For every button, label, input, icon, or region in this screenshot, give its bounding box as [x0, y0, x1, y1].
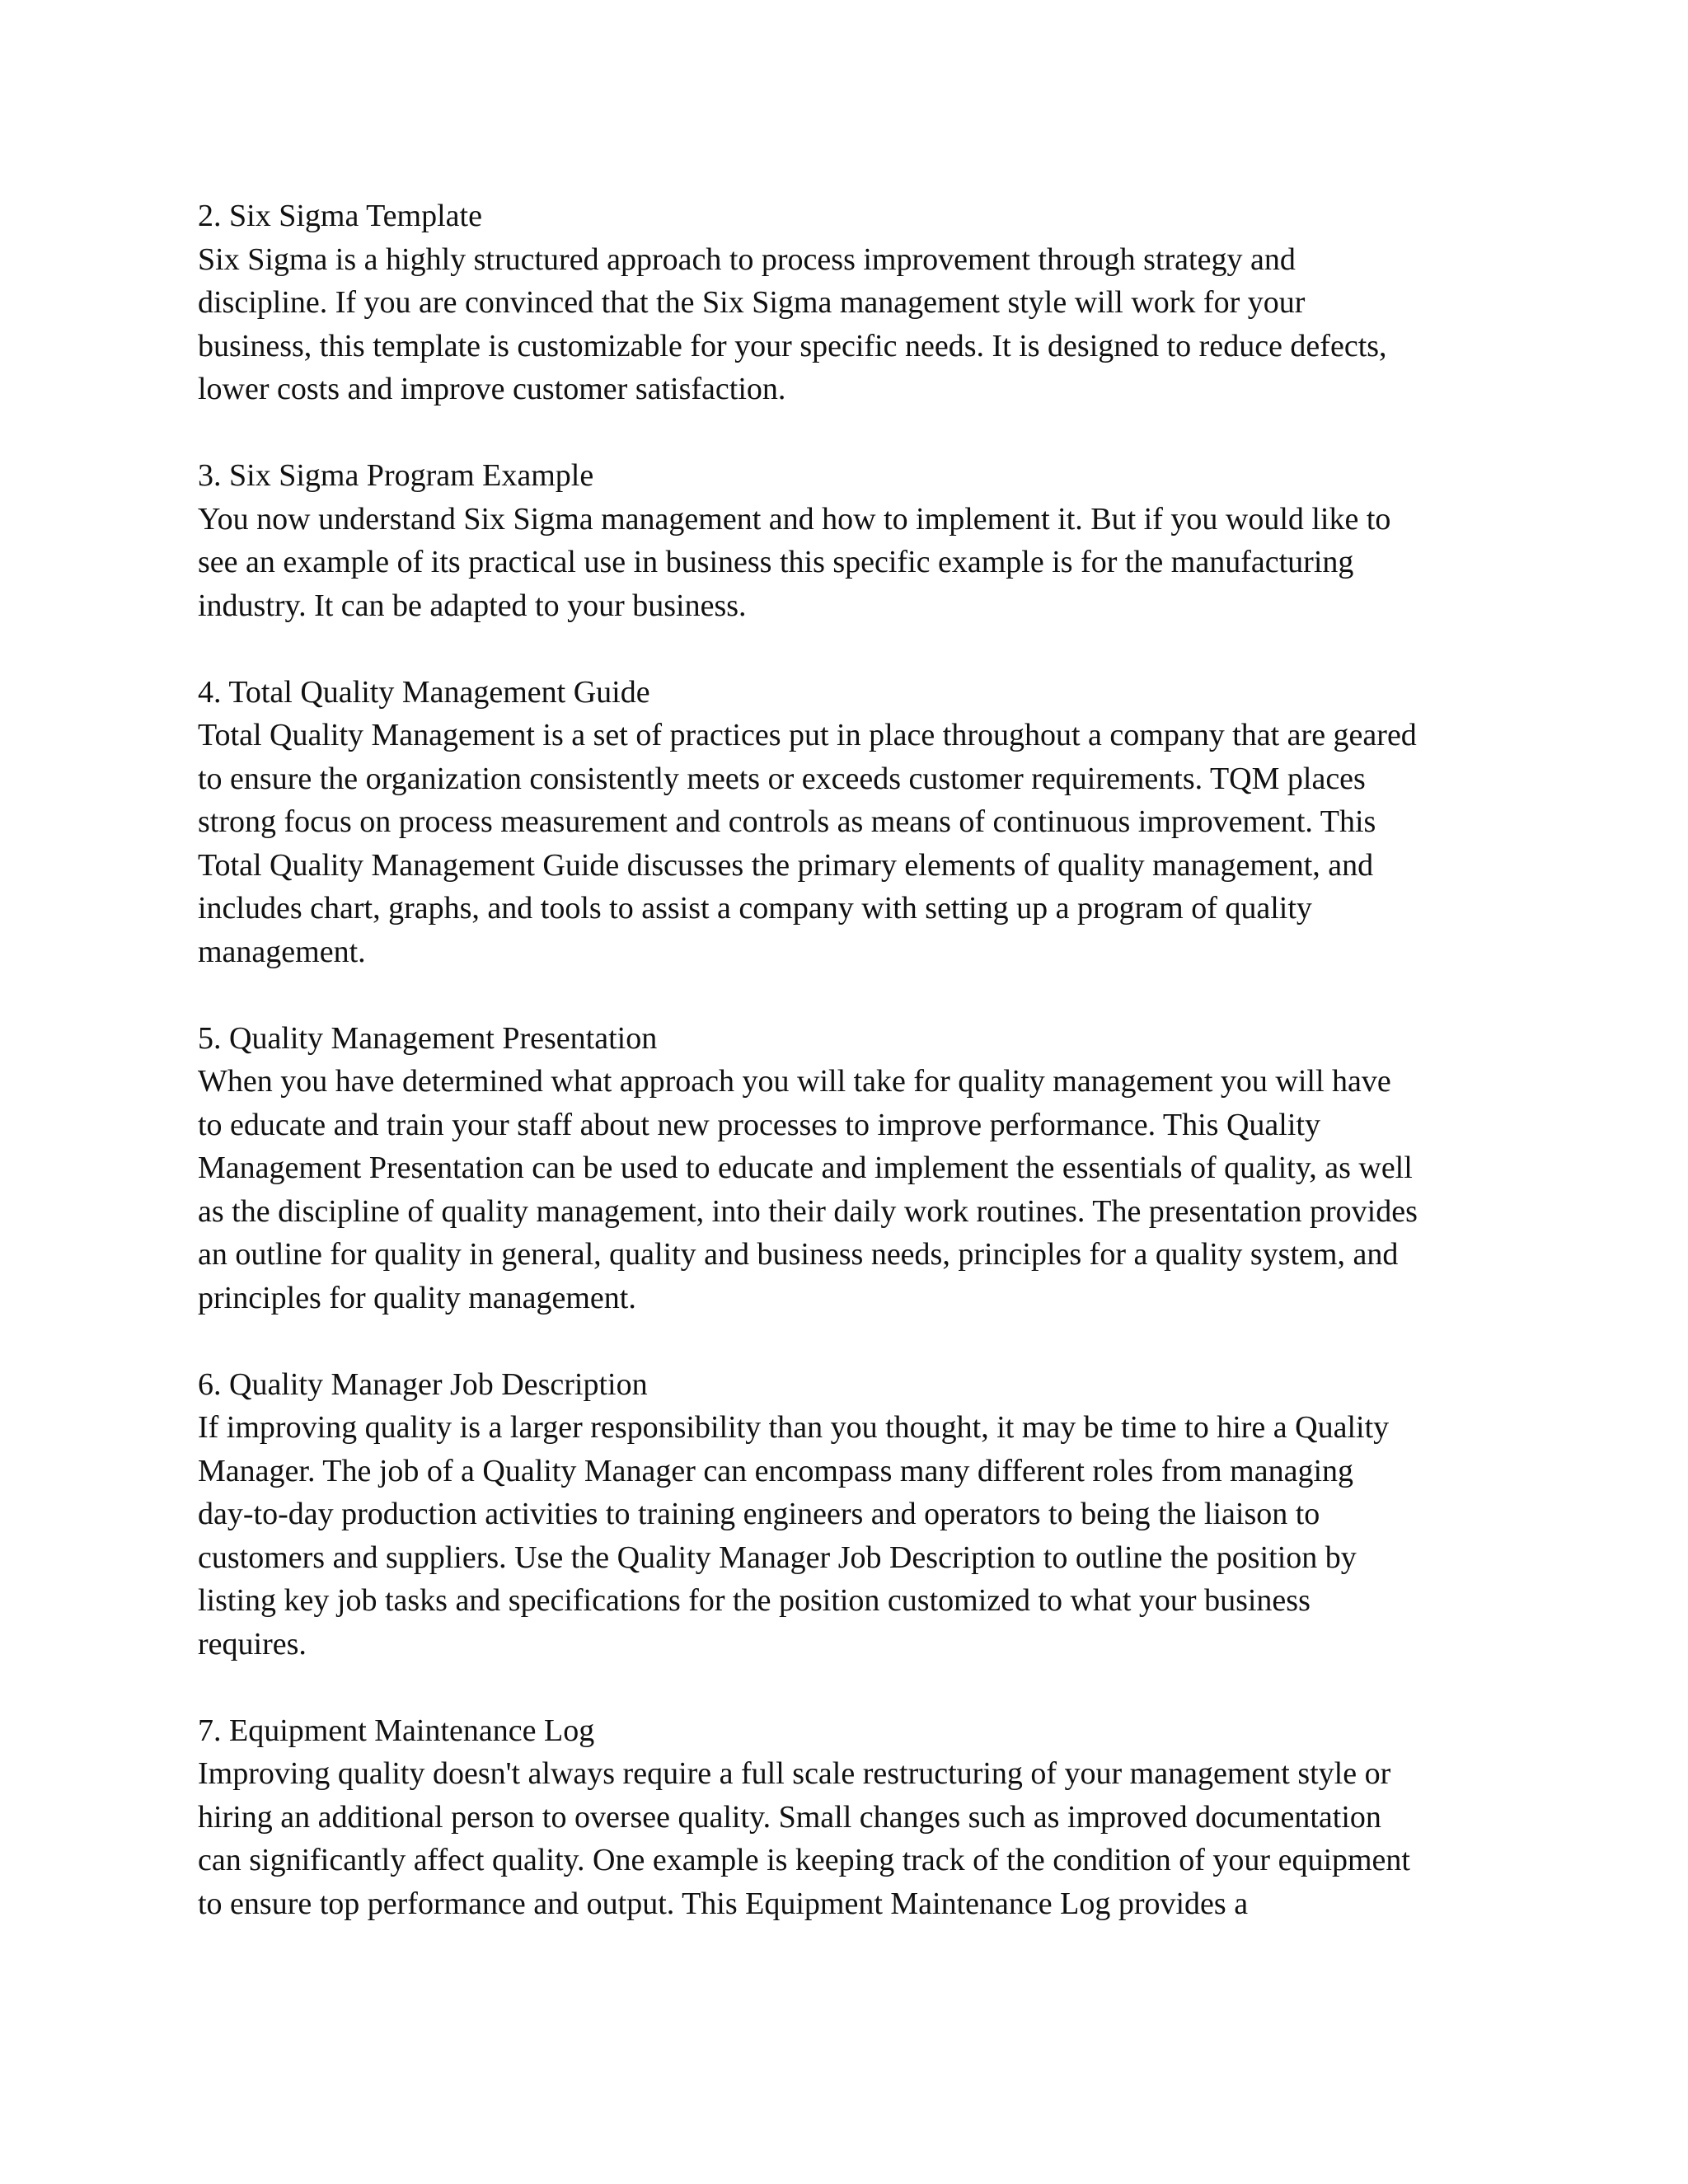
- paragraph-line: requires.: [198, 1626, 307, 1661]
- document-body: [198, 194, 1500, 1969]
- paragraph-line: customers and suppliers. Use the Quality Manager Job Description to outline the position by: [198, 1540, 1357, 1575]
- section-six-sigma-template: [198, 194, 1500, 411]
- paragraph-line: principles for quality management.: [198, 1280, 636, 1315]
- paragraph-line: Manager. The job of a Quality Manager can encompass many different roles from managing: [198, 1453, 1354, 1488]
- paragraph-line: listing key job tasks and specifications for the position customized to what your business: [198, 1583, 1311, 1618]
- paragraph-line: hiring an additional person to oversee quality. Small changes such as improved documentation: [198, 1799, 1381, 1835]
- paragraph-line: Total Quality Management is a set of practices put in place throughout a company that are geared: [198, 718, 1417, 752]
- paragraph-line: strong focus on process measurement and controls as means of continuous improvement. This: [198, 804, 1376, 839]
- section-heading: 3. Six Sigma Program Example: [198, 458, 594, 493]
- paragraph-line: Management Presentation can be used to educate and implement the essentials of quality, as well: [198, 1151, 1413, 1185]
- paragraph-line: If improving quality is a larger responsibility than you thought, it may be time to hire a Quality: [198, 1410, 1390, 1445]
- section-heading: 4. Total Quality Management Guide: [198, 674, 650, 710]
- section-heading: 7. Equipment Maintenance Log: [198, 1713, 595, 1748]
- section-equipment-maintenance-log: [198, 1709, 1500, 1926]
- paragraph-line: Improving quality doesn't always require a full scale restructuring of your management style or: [198, 1756, 1391, 1791]
- section-quality-management-presentation: [198, 1017, 1500, 1320]
- paragraph-line: When you have determined what approach you will take for quality management you will have: [198, 1064, 1391, 1099]
- paragraph-line: as the discipline of quality management, into their daily work routines. The presentation provides: [198, 1193, 1418, 1229]
- paragraph-line: lower costs and improve customer satisfaction.: [198, 372, 786, 406]
- paragraph-line: can significantly affect quality. One example is keeping track of the condition of your equipment: [198, 1843, 1410, 1877]
- paragraph-line: includes chart, graphs, and tools to assist a company with setting up a program of quality: [198, 891, 1312, 926]
- paragraph-line: discipline. If you are convinced that the Six Sigma management style will work for your: [198, 285, 1306, 320]
- paragraph-line: to educate and train your staff about new processes to improve performance. This Quality: [198, 1107, 1320, 1142]
- section-heading: 2. Six Sigma Template: [198, 199, 482, 233]
- paragraph-line: to ensure the organization consistently meets or exceeds customer requirements. TQM places: [198, 761, 1366, 796]
- paragraph-line: Total Quality Management Guide discusses the primary elements of quality management, and: [198, 847, 1374, 883]
- paragraph-line: day-to-day production activities to training engineers and operators to being the liaison to: [198, 1497, 1320, 1531]
- paragraph-line: business, this template is customizable for your specific needs. It is designed to reduce defects,: [198, 328, 1387, 363]
- paragraph-line: You now understand Six Sigma management and how to implement it. But if you would like to: [198, 501, 1391, 537]
- paragraph-line: to ensure top performance and output. This Equipment Maintenance Log provides a: [198, 1886, 1249, 1921]
- section-total-quality-management-guide: [198, 671, 1500, 974]
- paragraph-line: an outline for quality in general, quality and business needs, principles for a quality system, and: [198, 1237, 1399, 1272]
- section-heading: 6. Quality Manager Job Description: [198, 1366, 648, 1402]
- section-quality-manager-job-description: [198, 1363, 1500, 1666]
- paragraph-line: Six Sigma is a highly structured approach to process improvement through strategy and: [198, 241, 1296, 277]
- paragraph-line: management.: [198, 934, 366, 969]
- paragraph-line: see an example of its practical use in business this specific example is for the manufacturing: [198, 545, 1354, 579]
- section-heading: 5. Quality Management Presentation: [198, 1020, 658, 1056]
- paragraph-line: industry. It can be adapted to your business.: [198, 588, 747, 623]
- section-six-sigma-program-example: [198, 454, 1500, 627]
